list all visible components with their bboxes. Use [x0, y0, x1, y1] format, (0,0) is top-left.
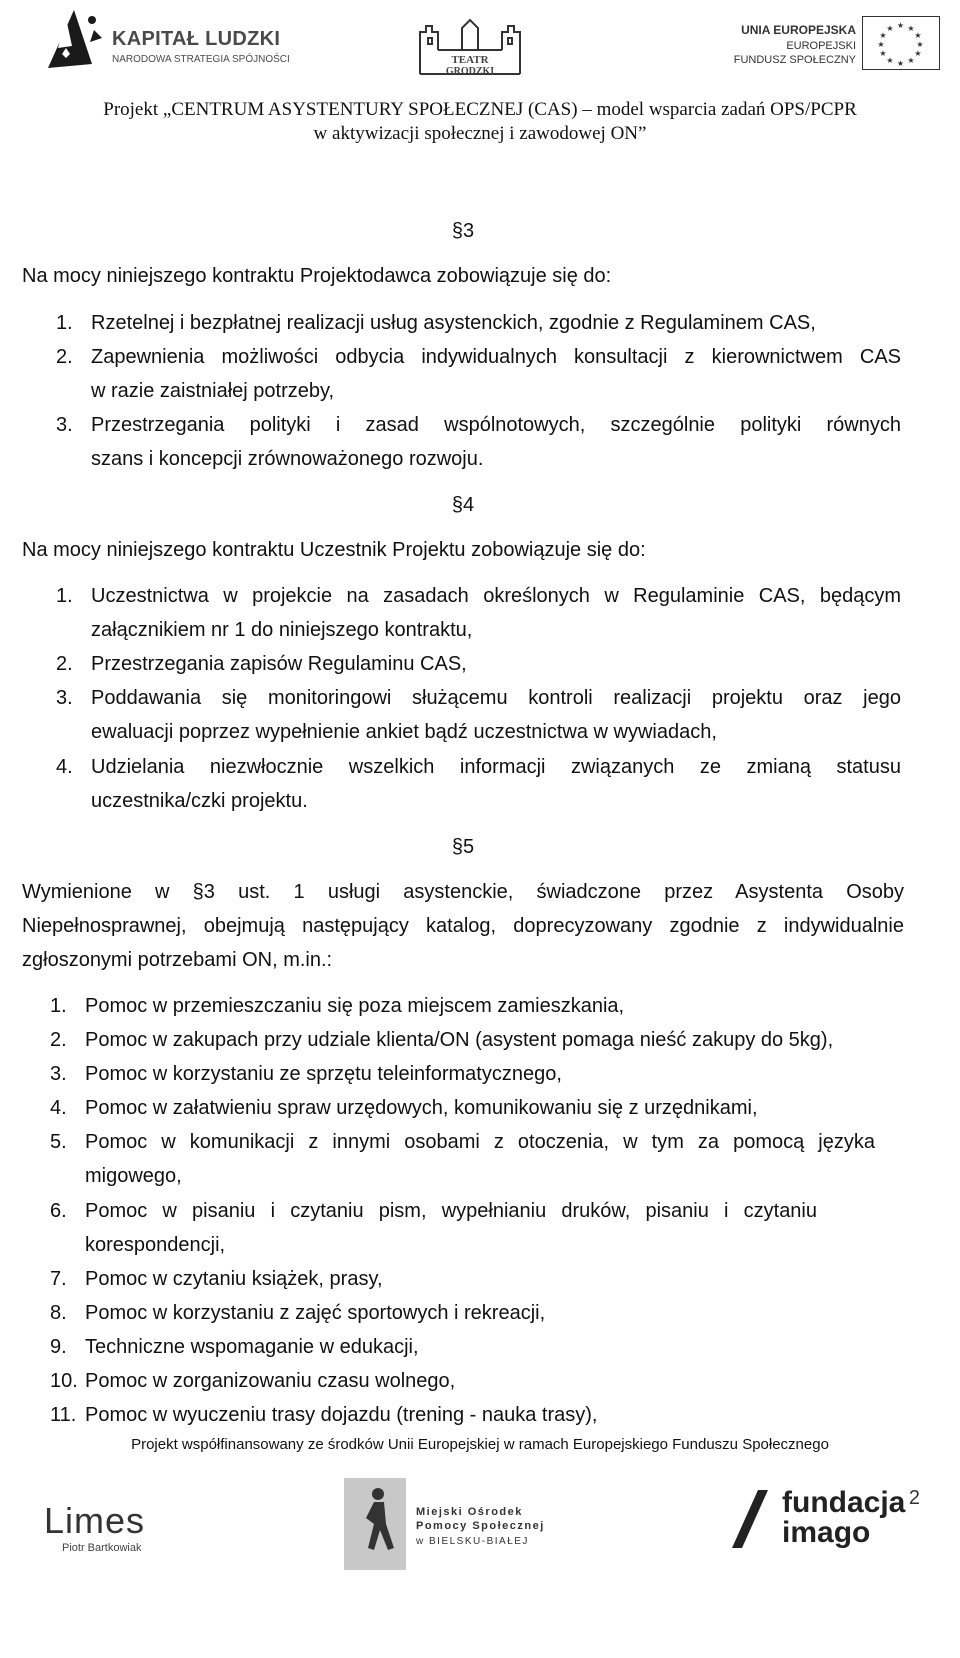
section-4-item-text: Uczestnictwa w projekcie na zasadach określonych w Regulaminie CAS, będącym — [91, 585, 901, 607]
section-5-item-text: Pomoc w komunikacji z innymi osobami z otoczenia, w tym za pomocą języka — [85, 1131, 875, 1153]
eu-flag-icon — [862, 16, 940, 70]
section-5-intro-line: zgłoszonymi potrzebami ON, m.in.: — [22, 949, 333, 971]
eu-logo — [733, 14, 940, 80]
section-5-item-number: 4. — [50, 1097, 67, 1119]
svg-text:★: ★ — [916, 40, 924, 49]
kapital-ludzki-title: KAPITAŁ LUDZKI — [112, 28, 281, 50]
mops-line3: w BIELSKU-BIAŁEJ — [416, 1536, 529, 1547]
section-5-item-number: 10. — [50, 1370, 78, 1392]
section-4-item-number: 3. — [56, 687, 73, 709]
section-5-item-number: 2. — [50, 1029, 67, 1051]
imago-label: imago — [782, 1516, 871, 1549]
section-3-intro: Na mocy niniejszego kontraktu Projektodawca zobowiązuje się do: — [22, 265, 612, 287]
section-5-item-text: Pomoc w przemieszczaniu się poza miejscem zamieszkania, — [85, 995, 625, 1017]
svg-text:★: ★ — [914, 31, 922, 40]
section-5-item-text: Pomoc w zorganizowaniu czasu wolnego, — [85, 1370, 456, 1392]
section-5-item-text: Techniczne wspomaganie w edukacji, — [85, 1336, 419, 1358]
svg-text:★: ★ — [879, 31, 887, 40]
section-4-item-text: Poddawania się monitoringowi służącemu kontroli realizacji projektu oraz jego — [91, 687, 901, 709]
section-5-item-text: Pomoc w wyuczeniu trasy dojazdu (trening - nauka trasy), — [85, 1404, 598, 1426]
limes-subtitle: Piotr Bartkowiak — [62, 1542, 142, 1554]
kapital-ludzki-logo — [44, 8, 290, 72]
project-title-line2: w aktywizacji społecznej i zawodowej ON” — [313, 123, 647, 144]
section-5-item-number: 1. — [50, 995, 67, 1017]
teatr-label: TEATR — [451, 54, 489, 66]
svg-text:★: ★ — [907, 56, 915, 65]
section-5-heading: §5 — [451, 836, 475, 858]
eu-title: UNIA EUROPEJSKA — [741, 23, 856, 37]
section-5-item-number: 3. — [50, 1063, 67, 1085]
project-title-line1: Projekt „CENTRUM ASYSTENTURY SPOŁECZNEJ (CAS) – model wsparcia zadań OPS/PCPR — [103, 99, 857, 120]
section-5-item-text: Pomoc w korzystaniu ze sprzętu teleinformatycznego, — [85, 1063, 562, 1085]
eu-fund-line2: FUNDUSZ SPOŁECZNY — [733, 54, 856, 66]
section-5-item-text: Pomoc w czytaniu książek, prasy, — [85, 1268, 383, 1290]
footer-cofinancing-text: Projekt współfinansowany ze środków Unii Europejskiej w ramach Europejskiego Funduszu Społecznego — [131, 1436, 829, 1453]
svg-text:★: ★ — [877, 40, 885, 49]
kapital-ludzki-subtitle: NARODOWA STRATEGIA SPÓJNOŚCI — [112, 54, 290, 65]
section-3-item-number: 3. — [56, 414, 73, 436]
section-4-item-text: Udzielania niezwłocznie wszelkich informacji związanych ze zmianą statusu — [91, 756, 901, 778]
section-3-item-number: 2. — [56, 346, 73, 368]
teatr-grodzki-logo — [400, 14, 540, 78]
section-4-item-number: 2. — [56, 653, 73, 675]
grodzki-label: GRODZKI — [445, 66, 495, 77]
section-3-item-text: w razie zaistniałej potrzeby, — [91, 380, 335, 402]
svg-text:★: ★ — [914, 49, 922, 58]
svg-text:★: ★ — [896, 59, 905, 68]
eu-fund-line1: EUROPEJSKI — [786, 40, 856, 52]
section-5-item-text: Pomoc w załatwieniu spraw urzędowych, komunikowaniu się z urzędnikami, — [85, 1097, 758, 1119]
section-4-item-text: Przestrzegania zapisów Regulaminu CAS, — [91, 653, 467, 675]
section-3-heading: §3 — [451, 220, 475, 242]
section-5-intro-line: Niepełnosprawnej, obejmują następujący katalog, doprecyzowany zgodnie z indywidualnie — [22, 915, 904, 937]
section-4-item-number: 1. — [56, 585, 73, 607]
section-5-item-text: migowego, — [85, 1165, 182, 1187]
section-5-item-text: Pomoc w zakupach przy udziale klienta/ON (asystent pomaga nieść zakupy do 5kg), — [85, 1029, 834, 1051]
section-3-item-text: szans i koncepcji zrównoważonego rozwoju. — [91, 448, 484, 470]
section-5-item-number: 8. — [50, 1302, 67, 1324]
section-5-item-number: 11. — [50, 1404, 77, 1426]
section-5-item-text: korespondencji, — [85, 1234, 226, 1256]
section-4-item-text: załącznikiem nr 1 do niniejszego kontraktu, — [91, 619, 473, 641]
section-3-item-text: Przestrzegania polityki i zasad wspólnotowych, szczególnie polityki równych — [91, 414, 901, 436]
section-3-item-number: 1. — [56, 312, 73, 334]
section-4-item-text: uczestnika/czki projektu. — [91, 790, 308, 812]
mops-line2: Pomocy Społecznej — [416, 1520, 545, 1532]
fundacja-label: fundacja — [782, 1486, 906, 1519]
svg-text:★: ★ — [886, 24, 894, 33]
section-5-item-text: Pomoc w pisaniu i czytaniu pism, wypełnianiu druków, pisaniu i czytaniu — [85, 1200, 817, 1222]
section-3-item-text: Rzetelnej i bezpłatnej realizacji usług asystenckich, zgodnie z Regulaminem CAS, — [91, 312, 816, 334]
section-5-intro-line: Wymienione w §3 ust. 1 usługi asystenckie, świadczone przez Asystenta Osoby — [22, 881, 904, 903]
mops-line1: Miejski Ośrodek — [416, 1506, 523, 1518]
page-number: 2 — [908, 1487, 920, 1509]
svg-text:★: ★ — [886, 56, 894, 65]
limes-logo — [44, 1500, 194, 1560]
section-5-item-number: 7. — [50, 1268, 67, 1290]
section-4-intro: Na mocy niniejszego kontraktu Uczestnik Projektu zobowiązuje się do: — [22, 539, 646, 561]
section-5-item-number: 9. — [50, 1336, 67, 1358]
limes-title: Limes — [44, 1500, 146, 1541]
svg-text:★: ★ — [879, 49, 887, 58]
svg-text:★: ★ — [896, 21, 905, 30]
kapital-ludzki-emblem-icon — [44, 8, 108, 72]
section-4-heading: §4 — [451, 494, 475, 516]
section-4-item-number: 4. — [56, 756, 73, 778]
section-4-item-text: ewaluacji poprzez wypełnienie ankiet bądź uczestnictwa w wywiadach, — [91, 721, 717, 743]
section-5-item-number: 6. — [50, 1200, 67, 1222]
section-5-item-text: Pomoc w korzystaniu z zajęć sportowych i rekreacji, — [85, 1302, 546, 1324]
walking-person-icon — [344, 1478, 406, 1570]
section-3-item-text: Zapewnienia możliwości odbycia indywidualnych konsultacji z kierownictwem CAS — [91, 346, 901, 368]
fundacja-imago-logo — [730, 1486, 920, 1566]
slash-icon — [730, 1490, 770, 1550]
section-5-item-number: 5. — [50, 1131, 67, 1153]
svg-text:★: ★ — [907, 24, 915, 33]
mops-logo — [344, 1478, 594, 1570]
